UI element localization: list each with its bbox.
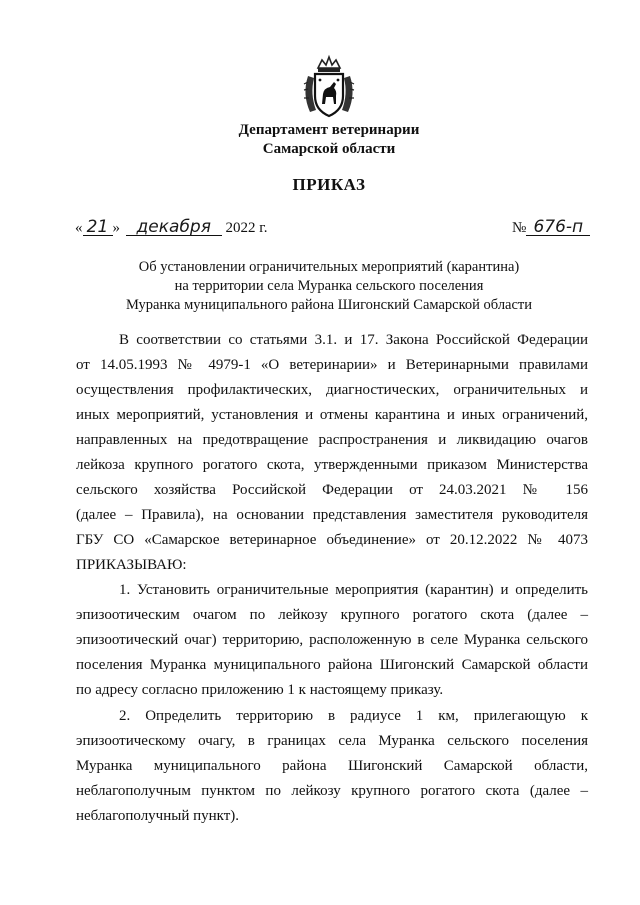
date-month: декабря [126, 219, 222, 236]
date-close-quote: » [112, 220, 120, 236]
body-line: направленных на предотвращение распространения и ликвидацию очагов [76, 432, 588, 448]
department-name-line2: Самарской области [262, 141, 396, 157]
body-line: 1. Установить ограничительные мероприятия (карантин) и определить [119, 582, 588, 598]
subject-line3: Муранка муниципального района Шигонский Самарской области [125, 297, 533, 313]
body-line: иных мероприятий, установления и отмены карантина и иных ограничений, [76, 407, 588, 423]
body-line: поселения Муранка муниципального района Шигонский Самарской области [76, 657, 588, 673]
body-line: неблагополучный пункт). [76, 808, 240, 824]
samara-coat-of-arms-icon [296, 54, 362, 120]
body-line: неблагополучным пунктом по лейкозу крупного рогатого скота (далее – [76, 783, 588, 799]
number-value: 676-п [526, 219, 590, 236]
date-day: 21 [83, 219, 113, 236]
body-line: лейкоза крупного рогатого скота, утвержденными приказом Министерства [76, 457, 588, 473]
date-open-quote: « [75, 220, 83, 236]
body-line: 2. Определить территорию в радиусе 1 км, прилегающую к [119, 708, 588, 724]
body-line: от 14.05.1993 № 4979-1 «О ветеринарии» и Ветеринарными правилами [76, 357, 588, 373]
body-line: Муранка муниципального района Шигонский Самарской области, [76, 758, 588, 774]
order-number [512, 219, 590, 237]
number-prefix: № [512, 220, 527, 236]
body-line: эпизоотический очаг) территорию, расположенную в селе Муранка сельского [76, 632, 588, 648]
order-date [75, 219, 267, 237]
body-line: (далее – Правила), на основании представления заместителя руководителя [76, 507, 588, 523]
body-line: В соответствии со статьями 3.1. и 17. Закона Российской Федерации [119, 332, 588, 348]
body-line: эпизоотическим очагом по лейкозу крупного рогатого скота (далее – [76, 607, 588, 623]
body-line: осуществления профилактических, диагностических, ограничительных и [76, 382, 588, 398]
subject-line1: Об установлении ограничительных мероприятий (карантина) [138, 259, 520, 275]
body-line: эпизоотическому очагу, в границах села Муранка сельского поселения [76, 733, 588, 749]
subject-line2: на территории села Муранка сельского поселения [174, 278, 484, 294]
body-line: сельского хозяйства Российской Федерации от 24.03.2021 № 156 [76, 482, 588, 498]
body-line: ГБУ СО «Самарское ветеринарное объединение» от 20.12.2022 № 4073 [76, 532, 588, 548]
order-title: ПРИКАЗ [292, 175, 366, 194]
date-year: 2022 г. [225, 220, 268, 236]
body-line-order-word: ПРИКАЗЫВАЮ: [76, 557, 187, 573]
body-line: по адресу согласно приложению 1 к настоящему приказу. [76, 682, 444, 698]
department-name-line1: Департамент ветеринарии [238, 122, 420, 138]
